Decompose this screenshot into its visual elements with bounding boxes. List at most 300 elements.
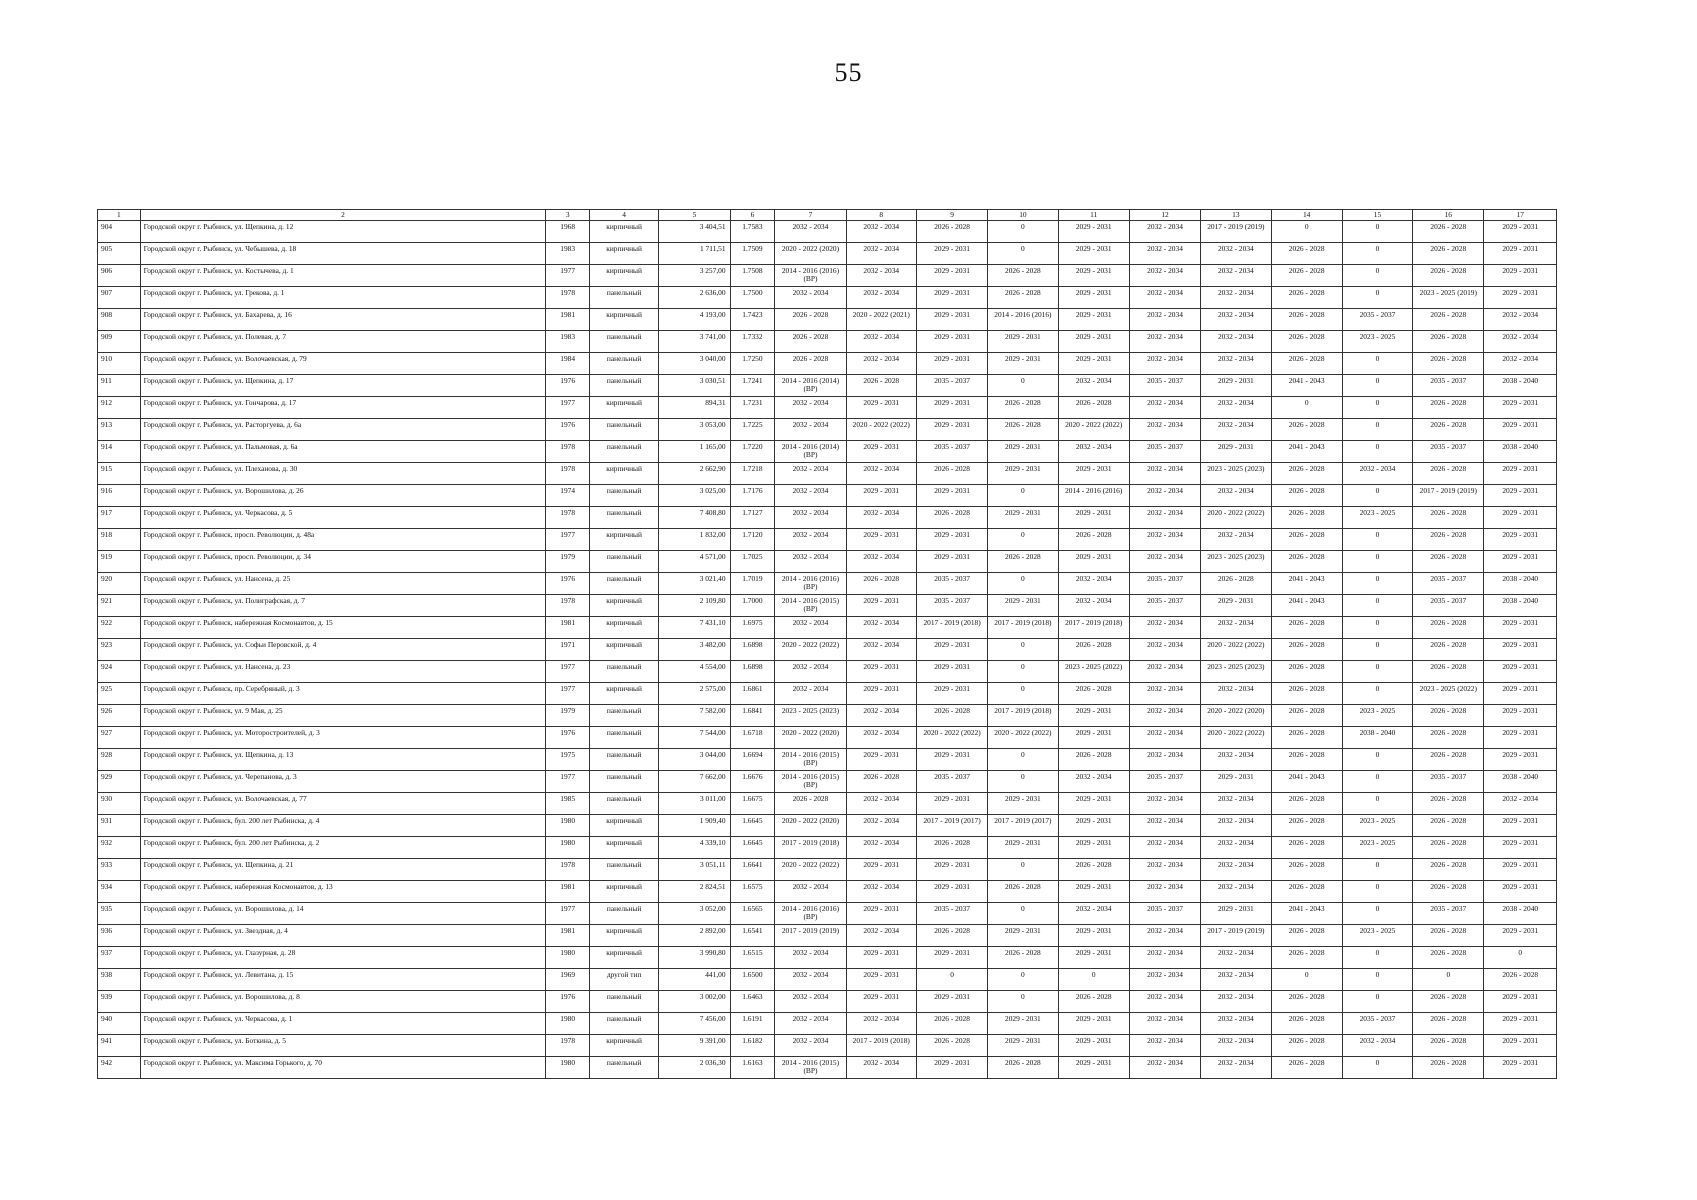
table-cell xyxy=(1484,661,1557,683)
cell-text: 0 xyxy=(1021,772,1025,781)
cell-text: Городской округ г. Рыбинск, ул. Ворошилова, д. 8 xyxy=(143,992,300,1001)
cell-text: 2014 - 2016 (2016) xyxy=(1065,486,1123,495)
cell-text: 1.6975 xyxy=(742,618,763,627)
table-cell xyxy=(1058,639,1129,661)
cell-text: 2032 - 2034 xyxy=(1217,398,1254,407)
table-cell xyxy=(546,353,590,375)
table-cell xyxy=(775,947,846,969)
cell-text: 2038 - 2040 xyxy=(1502,442,1539,451)
cell-text: 1.7218 xyxy=(742,464,763,473)
table-cell xyxy=(916,837,987,859)
table-cell xyxy=(1129,727,1200,749)
cell-text: 0 xyxy=(1021,684,1025,693)
cell-text: 1.6191 xyxy=(742,1014,763,1023)
column-header: 16 xyxy=(1413,210,1484,221)
table-cell xyxy=(1413,309,1484,331)
table-cell xyxy=(590,265,659,287)
cell-text: 2026 - 2028 xyxy=(934,222,970,231)
table-cell xyxy=(1484,551,1557,573)
table-cell xyxy=(1413,551,1484,573)
cell-text: 2014 - 2016 (2016) (ВР) xyxy=(781,904,840,921)
table-cell xyxy=(546,947,590,969)
cell-text: 2032 - 2034 xyxy=(1217,420,1254,429)
address-cell xyxy=(140,881,546,903)
table-cell xyxy=(988,419,1058,441)
address-cell xyxy=(140,815,546,837)
address-cell xyxy=(140,969,546,991)
row-number xyxy=(98,925,141,947)
table-cell xyxy=(1201,551,1271,573)
cell-text: 1981 xyxy=(560,882,576,891)
cell-text: другой тип xyxy=(606,970,642,979)
table-cell xyxy=(659,969,730,991)
table-cell xyxy=(1201,881,1271,903)
table-cell xyxy=(916,529,987,551)
cell-text: 933 xyxy=(101,860,113,869)
cell-text: 1978 xyxy=(560,596,576,605)
table-cell xyxy=(730,353,775,375)
table-cell xyxy=(988,287,1058,309)
cell-text: 2026 - 2028 xyxy=(1430,992,1467,1001)
cell-text: 1985 xyxy=(560,794,576,803)
cell-text: 2029 - 2031 xyxy=(1005,1014,1041,1023)
cell-text: 1980 xyxy=(560,948,576,957)
table-cell xyxy=(1413,507,1484,529)
table-cell xyxy=(988,331,1058,353)
cell-text: 2029 - 2031 xyxy=(863,750,900,759)
table-cell xyxy=(1271,529,1342,551)
cell-text: панельный xyxy=(606,354,642,363)
cell-text: Городской округ г. Рыбинск, ул. Гончарова, д. 17 xyxy=(143,398,297,407)
cell-text: 2029 - 2031 xyxy=(1502,288,1539,297)
cell-text: 2026 - 2028 xyxy=(1430,222,1467,231)
table-cell xyxy=(1058,243,1129,265)
cell-text: 2032 - 2034 xyxy=(1502,354,1539,363)
cell-text: 926 xyxy=(101,706,113,715)
table-cell xyxy=(988,265,1058,287)
table-cell xyxy=(988,639,1058,661)
cell-text: 2029 - 2031 xyxy=(1217,376,1254,385)
table-cell xyxy=(1342,287,1412,309)
column-header: 9 xyxy=(916,210,987,221)
cell-text: 2035 - 2037 xyxy=(1430,442,1467,451)
table-cell xyxy=(730,859,775,881)
cell-text: 2017 - 2019 (2018) xyxy=(994,618,1052,627)
table-cell xyxy=(1484,309,1557,331)
cell-text: 2029 - 2031 xyxy=(863,904,900,913)
table-cell xyxy=(1413,727,1484,749)
table-cell xyxy=(730,529,775,551)
table-cell xyxy=(1484,287,1557,309)
row-number xyxy=(98,683,141,705)
cell-text: 2029 - 2031 xyxy=(1005,926,1041,935)
cell-text: 2026 - 2028 xyxy=(1288,508,1325,517)
cell-text: Городской округ г. Рыбинск, ул. Чебышева, д. 18 xyxy=(143,244,297,253)
cell-text: 2029 - 2031 xyxy=(863,530,900,539)
table-cell xyxy=(846,485,916,507)
cell-text: 2026 - 2028 xyxy=(934,706,970,715)
table-cell xyxy=(916,441,987,463)
row-number xyxy=(98,969,141,991)
cell-text: Городской округ г. Рыбинск, ул. Пальмовая, д. 6а xyxy=(143,442,298,451)
table-cell xyxy=(916,903,987,925)
cell-text: 2032 - 2034 xyxy=(863,816,900,825)
cell-text: кирпичный xyxy=(606,530,642,539)
cell-text: 2026 - 2028 xyxy=(1288,640,1325,649)
cell-text: 2020 - 2022 (2020) xyxy=(781,816,840,825)
cell-text: 2032 - 2034 xyxy=(1147,728,1183,737)
cell-text: 2029 - 2031 xyxy=(934,860,970,869)
cell-text: 2029 - 2031 xyxy=(934,420,970,429)
cell-text: 2035 - 2037 xyxy=(1147,442,1183,451)
cell-text: 2032 - 2034 xyxy=(1502,794,1539,803)
cell-text: 1.6500 xyxy=(742,970,763,979)
cell-text: 0 xyxy=(1091,970,1096,979)
table-cell xyxy=(1271,573,1342,595)
table-cell xyxy=(988,771,1058,793)
table-cell xyxy=(988,221,1058,243)
table-cell xyxy=(659,1035,730,1057)
table-cell xyxy=(775,1057,846,1079)
address-cell xyxy=(140,573,546,595)
table-cell xyxy=(1271,903,1342,925)
row-number xyxy=(98,991,141,1013)
table-cell xyxy=(1058,463,1129,485)
cell-text: панельный xyxy=(606,288,642,297)
table-cell xyxy=(546,727,590,749)
table-cell xyxy=(988,441,1058,463)
table-cell xyxy=(1271,793,1342,815)
table-cell xyxy=(916,815,987,837)
cell-text: 2020 - 2022 (2022) xyxy=(1207,508,1265,517)
table-cell xyxy=(1271,859,1342,881)
cell-text: 2029 - 2031 xyxy=(863,486,900,495)
table-cell xyxy=(846,661,916,683)
cell-text: панельный xyxy=(606,552,642,561)
cell-text: 2 892,00 xyxy=(699,926,726,935)
cell-text: 2032 - 2034 xyxy=(863,882,900,891)
cell-text: 918 xyxy=(101,530,113,539)
table-cell xyxy=(1484,331,1557,353)
table-cell xyxy=(1058,573,1129,595)
row-number xyxy=(98,507,141,529)
table-cell xyxy=(988,595,1058,617)
table-cell xyxy=(1129,771,1200,793)
table-cell xyxy=(546,507,590,529)
cell-text: 1976 xyxy=(560,728,576,737)
cell-text: 2029 - 2031 xyxy=(1075,1036,1112,1045)
table-cell xyxy=(659,947,730,969)
table-cell xyxy=(1129,419,1200,441)
table-cell xyxy=(590,749,659,771)
cell-text: 2032 - 2034 xyxy=(1217,860,1254,869)
table-cell xyxy=(988,1013,1058,1035)
table-cell xyxy=(590,1035,659,1057)
cell-text: 2029 - 2031 xyxy=(934,794,970,803)
cell-text: 2032 - 2034 xyxy=(1217,1058,1254,1067)
table-cell xyxy=(775,771,846,793)
table-cell xyxy=(1058,353,1129,375)
cell-text: 2029 - 2031 xyxy=(1075,244,1112,253)
cell-text: 2014 - 2016 (2016) (ВР) xyxy=(781,574,840,591)
table-cell xyxy=(1271,595,1342,617)
table-cell xyxy=(1058,397,1129,419)
cell-text: 2032 - 2034 xyxy=(1075,596,1112,605)
cell-text: 0 xyxy=(1021,992,1025,1001)
table-cell xyxy=(1201,617,1271,639)
cell-text: 2026 - 2028 xyxy=(1288,948,1325,957)
table-cell xyxy=(916,287,987,309)
cell-text: 2029 - 2031 xyxy=(1502,662,1539,671)
cell-text: 2029 - 2031 xyxy=(1005,794,1041,803)
table-cell xyxy=(1129,947,1200,969)
table-cell xyxy=(1058,551,1129,573)
cell-text: 0 xyxy=(1375,222,1380,231)
table-cell xyxy=(1129,287,1200,309)
table-cell xyxy=(846,463,916,485)
cell-text: 3 051,11 xyxy=(699,860,726,869)
cell-text: 2032 - 2034 xyxy=(1147,310,1183,319)
cell-text: 2026 - 2028 xyxy=(1430,662,1467,671)
cell-text: кирпичный xyxy=(606,464,642,473)
table-cell xyxy=(1201,1057,1271,1079)
cell-text: 2026 - 2028 xyxy=(1430,926,1467,935)
cell-text: 2020 - 2022 (2022) xyxy=(852,420,910,429)
table-cell xyxy=(988,793,1058,815)
cell-text: 1.7423 xyxy=(742,310,763,319)
cell-text: 2026 - 2028 xyxy=(1075,530,1112,539)
cell-text: 942 xyxy=(101,1058,113,1067)
cell-text: 1979 xyxy=(560,706,576,715)
cell-text: 2032 - 2034 xyxy=(792,552,829,561)
table-cell xyxy=(775,573,846,595)
cell-text: 2029 - 2031 xyxy=(1005,508,1041,517)
address-cell xyxy=(140,375,546,397)
table-cell xyxy=(846,595,916,617)
cell-text: 0 xyxy=(1021,244,1025,253)
cell-text: 1978 xyxy=(560,1036,576,1045)
cell-text: кирпичный xyxy=(606,618,642,627)
cell-text: 2032 - 2034 xyxy=(792,662,829,671)
address-cell xyxy=(140,331,546,353)
row-number xyxy=(98,573,141,595)
cell-text: 2032 - 2034 xyxy=(1147,508,1183,517)
table-cell xyxy=(546,969,590,991)
table-cell xyxy=(846,309,916,331)
cell-text: 2038 - 2040 xyxy=(1359,728,1396,737)
table-cell xyxy=(730,683,775,705)
cell-text: 911 xyxy=(101,376,112,385)
table-cell xyxy=(1129,991,1200,1013)
cell-text: 2029 - 2031 xyxy=(1075,706,1112,715)
table-cell xyxy=(1484,397,1557,419)
cell-text: 2035 - 2037 xyxy=(1430,904,1467,913)
cell-text: 2032 - 2034 xyxy=(863,354,900,363)
cell-text: 2029 - 2031 xyxy=(863,684,900,693)
address-cell xyxy=(140,639,546,661)
table-cell xyxy=(1271,749,1342,771)
table-cell xyxy=(1271,617,1342,639)
cell-text: 2029 - 2031 xyxy=(1502,750,1539,759)
column-header: 6 xyxy=(730,210,775,221)
table-cell xyxy=(659,331,730,353)
cell-text: 1.6841 xyxy=(742,706,763,715)
table-cell xyxy=(1129,243,1200,265)
cell-text: 2026 - 2028 xyxy=(1005,882,1041,891)
cell-text: 2035 - 2037 xyxy=(1147,376,1183,385)
table-cell xyxy=(775,529,846,551)
table-cell xyxy=(659,793,730,815)
cell-text: 2032 - 2034 xyxy=(1075,376,1112,385)
table-cell xyxy=(730,309,775,331)
cell-text: панельный xyxy=(606,706,642,715)
table-cell xyxy=(1201,771,1271,793)
table-cell xyxy=(659,309,730,331)
cell-text: 1.7583 xyxy=(742,222,763,231)
cell-text: 2 636,00 xyxy=(699,288,726,297)
cell-text: Городской округ г. Рыбинск, ул. Софьи Перовской, д. 4 xyxy=(143,640,317,649)
address-cell xyxy=(140,529,546,551)
row-number xyxy=(98,1013,141,1035)
table-cell xyxy=(775,705,846,727)
cell-text: 2029 - 2031 xyxy=(1075,1014,1112,1023)
table-cell xyxy=(988,683,1058,705)
row-number xyxy=(98,221,141,243)
cell-text: 928 xyxy=(101,750,113,759)
row-number xyxy=(98,419,141,441)
cell-text: 2029 - 2031 xyxy=(934,552,970,561)
table-cell xyxy=(1413,331,1484,353)
table-cell xyxy=(916,727,987,749)
cell-text: 2032 - 2034 xyxy=(1147,706,1183,715)
table-row xyxy=(98,595,1557,617)
table-cell xyxy=(775,221,846,243)
cell-text: Городской округ г. Рыбинск, ул. Полиграфская, д. 7 xyxy=(143,596,305,605)
table-cell xyxy=(775,639,846,661)
table-cell xyxy=(1484,463,1557,485)
cell-text: 2038 - 2040 xyxy=(1502,574,1539,583)
cell-text: 2023 - 2025 xyxy=(1359,816,1396,825)
table-row xyxy=(98,881,1557,903)
table-cell xyxy=(916,573,987,595)
cell-text: 920 xyxy=(101,574,113,583)
table-cell xyxy=(988,749,1058,771)
cell-text: 2029 - 2031 xyxy=(1502,266,1539,275)
table-cell xyxy=(1201,221,1271,243)
table-cell xyxy=(1342,969,1412,991)
cell-text: 2032 - 2034 xyxy=(1217,310,1254,319)
table-cell xyxy=(1413,419,1484,441)
cell-text: 2032 - 2034 xyxy=(1217,332,1254,341)
table-row xyxy=(98,441,1557,463)
table-cell xyxy=(1342,793,1412,815)
table-cell xyxy=(775,793,846,815)
table-cell xyxy=(1058,969,1129,991)
table-cell xyxy=(590,881,659,903)
cell-text: 2032 - 2034 xyxy=(792,486,829,495)
table-cell xyxy=(988,309,1058,331)
cell-text: 2026 - 2028 xyxy=(863,772,900,781)
row-number xyxy=(98,661,141,683)
cell-text: 2032 - 2034 xyxy=(1147,640,1183,649)
table-row xyxy=(98,397,1557,419)
cell-text: 2026 - 2028 xyxy=(1288,684,1325,693)
table-cell xyxy=(775,287,846,309)
table-cell xyxy=(1484,881,1557,903)
table-cell xyxy=(730,463,775,485)
cell-text: 2038 - 2040 xyxy=(1502,376,1539,385)
cell-text: 2029 - 2031 xyxy=(1075,1058,1112,1067)
row-number xyxy=(98,485,141,507)
cell-text: 4 571,00 xyxy=(699,552,726,561)
cell-text: 7 582,00 xyxy=(699,706,726,715)
cell-text: панельный xyxy=(606,1014,642,1023)
table-cell xyxy=(775,859,846,881)
column-header: 2 xyxy=(140,210,546,221)
cell-text: 2029 - 2031 xyxy=(934,310,970,319)
table-cell xyxy=(730,573,775,595)
table-cell xyxy=(1129,221,1200,243)
cell-text: 2032 - 2034 xyxy=(792,882,829,891)
cell-text: 2029 - 2031 xyxy=(863,992,900,1001)
cell-text: 923 xyxy=(101,640,113,649)
table-cell xyxy=(1058,991,1129,1013)
table-cell xyxy=(916,507,987,529)
cell-text: 2032 - 2034 xyxy=(1217,530,1254,539)
cell-text: 2020 - 2022 (2022) xyxy=(781,640,840,649)
table-cell xyxy=(1058,947,1129,969)
cell-text: 1.6565 xyxy=(742,904,763,913)
table-cell xyxy=(590,705,659,727)
cell-text: 2026 - 2028 xyxy=(1288,244,1325,253)
cell-text: 2017 - 2019 (2019) xyxy=(781,926,840,935)
table-cell xyxy=(1201,287,1271,309)
table-cell xyxy=(846,1057,916,1079)
cell-text: 2026 - 2028 xyxy=(1430,420,1467,429)
cell-text: 2026 - 2028 xyxy=(1005,1058,1041,1067)
cell-text: 2029 - 2031 xyxy=(1502,530,1539,539)
cell-text: 2032 - 2034 xyxy=(1147,332,1183,341)
cell-text: 2029 - 2031 xyxy=(1005,596,1041,605)
table-cell xyxy=(1201,1035,1271,1057)
cell-text: 3 052,00 xyxy=(699,904,726,913)
table-cell xyxy=(775,441,846,463)
cell-text: панельный xyxy=(606,442,642,451)
table-cell xyxy=(1484,771,1557,793)
table-cell xyxy=(988,925,1058,947)
address-cell xyxy=(140,353,546,375)
table-cell xyxy=(988,991,1058,1013)
table-cell xyxy=(659,463,730,485)
table-cell xyxy=(846,815,916,837)
table-cell xyxy=(1484,595,1557,617)
cell-text: 2029 - 2031 xyxy=(1217,442,1254,451)
row-number xyxy=(98,1035,141,1057)
cell-text: 2026 - 2028 xyxy=(1430,1014,1467,1023)
cell-text: 0 xyxy=(1375,882,1380,891)
table-cell xyxy=(1413,1013,1484,1035)
cell-text: 7 431,10 xyxy=(699,618,726,627)
cell-text: 2029 - 2031 xyxy=(863,662,900,671)
table-row xyxy=(98,419,1557,441)
table-cell xyxy=(1484,1035,1557,1057)
table-cell xyxy=(590,397,659,419)
table-cell xyxy=(659,1057,730,1079)
table-cell xyxy=(1484,419,1557,441)
table-cell xyxy=(916,419,987,441)
table-cell xyxy=(1413,969,1484,991)
cell-text: 1.7500 xyxy=(742,288,763,297)
